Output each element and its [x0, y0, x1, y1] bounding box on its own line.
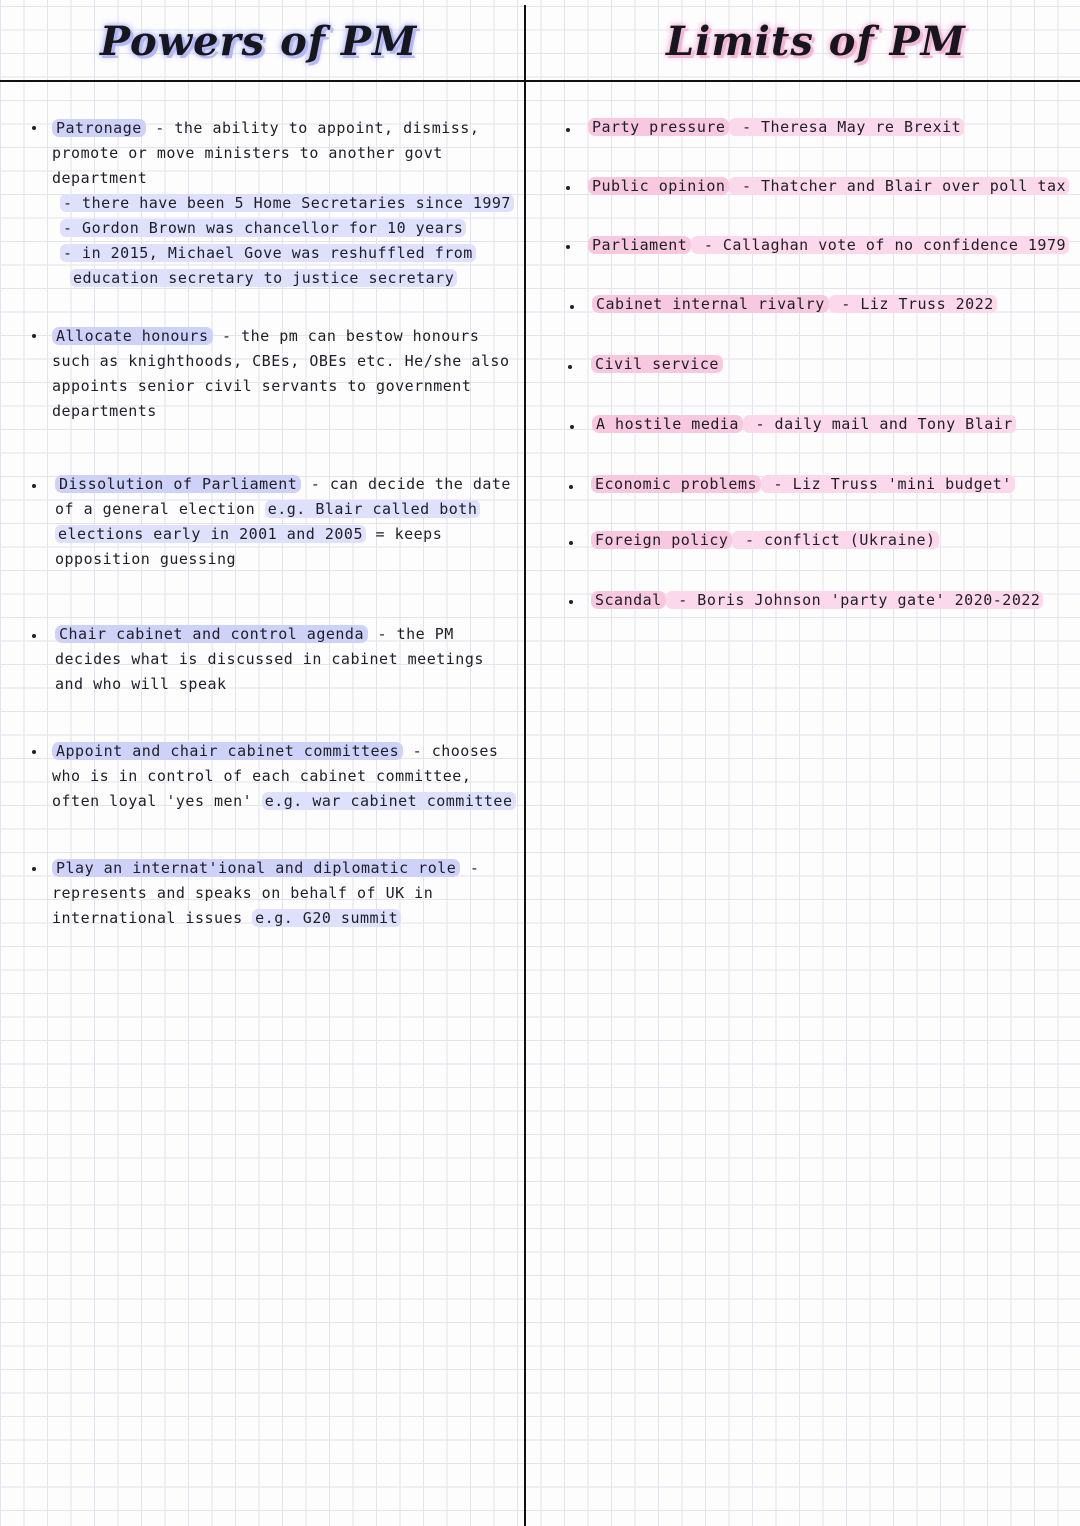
- limit-term: Parliament: [588, 236, 691, 254]
- limit-term: A hostile media: [592, 415, 743, 433]
- limit-term: Civil service: [591, 355, 723, 373]
- limit-public-opinion: Public opinion - Thatcher and Blair over poll tax: [588, 174, 1069, 199]
- limit-economic-problems: Economic problems - Liz Truss 'mini budget': [591, 472, 1015, 497]
- column-divider: [524, 5, 526, 1526]
- power-committees: Appoint and chair cabinet committees - chooses who is in control of each cabinet committee, often loyal 'yes men' e.g. war cabinet committee: [52, 739, 516, 814]
- power-term: Patronage: [52, 119, 146, 137]
- limit-scandal: Scandal - Boris Johnson 'party gate' 2020-2022: [591, 588, 1043, 613]
- limit-term: Economic problems: [591, 475, 761, 493]
- header-divider: [0, 80, 1080, 82]
- limit-term: Cabinet internal rivalry: [592, 295, 829, 313]
- power-patronage: Patronage - the ability to appoint, dismiss, promote or move ministers to another govt department - there have been 5 Home Secretaries since 1997 - Gordon Brown was chancellor for 10 years - in 2015, Michael Gove was reshuffled from education secretary to justice secretary: [52, 116, 514, 291]
- power-term: Dissolution of Parliament: [55, 475, 301, 493]
- power-term: Play an internat'ional and diplomatic role: [52, 859, 460, 877]
- limit-term: Public opinion: [588, 177, 729, 195]
- bullet: [570, 425, 574, 429]
- example-line: - there have been 5 Home Secretaries since 1997: [60, 194, 514, 212]
- bullet: [568, 365, 572, 369]
- limit-civil-service: [591, 352, 723, 377]
- power-diplomatic: Play an internat'ional and diplomatic role - represents and speaks on behalf of UK in international issues e.g. G20 summit: [52, 859, 480, 927]
- bullet: [566, 128, 570, 132]
- limit-parliament: Parliament - Callaghan vote of no confidence 1979: [588, 233, 1069, 258]
- bullet: [32, 867, 36, 871]
- bullet: [32, 484, 36, 488]
- limit-cabinet-rivalry: Cabinet internal rivalry - Liz Truss 2022: [592, 292, 997, 317]
- limits-title: Limits of PM: [666, 18, 966, 65]
- power-dissolution: Dissolution of Parliament - can decide the date of a general election e.g. Blair called both elections early in 2001 and 2005 = keeps opposition guessing: [55, 475, 511, 568]
- limit-foreign-policy: Foreign policy - conflict (Ukraine): [591, 528, 939, 553]
- bullet: [32, 334, 36, 338]
- example-line: education secretary to justice secretary: [70, 269, 457, 287]
- limit-term: Party pressure: [588, 118, 729, 136]
- example-line: - Gordon Brown was chancellor for 10 years: [60, 219, 466, 237]
- power-term: Appoint and chair cabinet committees: [52, 742, 403, 760]
- power-chair-cabinet: Chair cabinet and control agenda - the PM decides what is discussed in cabinet meetings and who will speak: [55, 625, 484, 693]
- limit-term: Scandal: [591, 591, 666, 609]
- bullet: [570, 305, 574, 309]
- bullet: [32, 126, 36, 130]
- power-term: Allocate honours: [52, 327, 213, 345]
- bullet: [32, 750, 36, 754]
- limit-hostile-media: A hostile media - daily mail and Tony Blair: [592, 412, 1016, 437]
- limit-party-pressure: Party pressure - Theresa May re Brexit: [588, 115, 964, 140]
- powers-title: Powers of PM: [100, 18, 418, 65]
- bullet: [566, 245, 570, 249]
- bullet: [32, 634, 36, 638]
- limit-term: Foreign policy: [591, 531, 732, 549]
- power-term: Chair cabinet and control agenda: [55, 625, 368, 643]
- example-line: - in 2015, Michael Gove was reshuffled from: [60, 244, 476, 262]
- bullet: [569, 485, 573, 489]
- bullet: [569, 600, 573, 604]
- bullet: [569, 541, 573, 545]
- power-honours: Allocate honours - the pm can bestow honours such as knighthoods, CBEs, OBEs etc. He/she also appoints senior civil servants to government departments: [52, 327, 510, 420]
- bullet: [566, 186, 570, 190]
